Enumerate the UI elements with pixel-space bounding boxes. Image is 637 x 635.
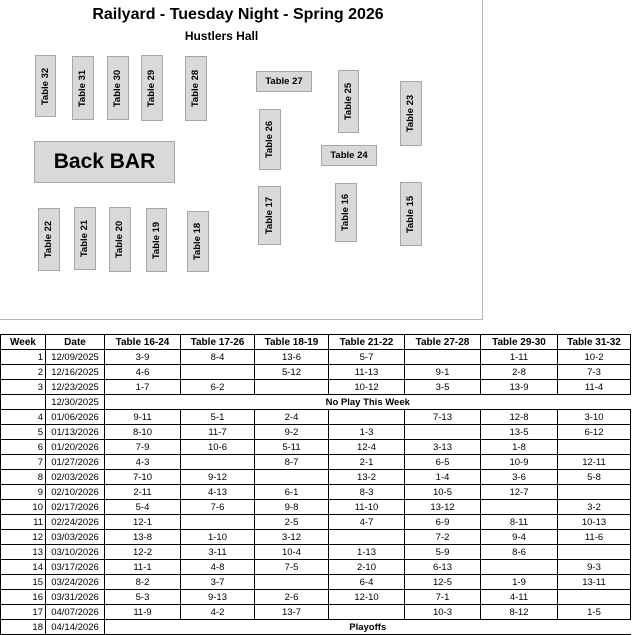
table-row: [1, 575, 631, 590]
week-cell: 14: [1, 560, 46, 575]
week-cell: 2: [1, 365, 46, 380]
matchup-cell: 10-5: [405, 485, 481, 500]
matchup-cell: 4-6: [105, 365, 181, 380]
matchup-cell: 3-6: [481, 470, 558, 485]
matchup-cell: 3-9: [105, 350, 181, 365]
date-cell: 12/16/2025: [46, 365, 105, 380]
column-header: Table 27-28: [405, 335, 481, 350]
floor-plan: [0, 0, 483, 320]
matchup-cell: 5-1: [181, 410, 255, 425]
date-cell: 02/10/2026: [46, 485, 105, 500]
matchup-cell: 6-4: [329, 575, 405, 590]
table-row: [1, 605, 631, 620]
matchup-cell: 11-9: [105, 605, 181, 620]
matchup-cell: [181, 515, 255, 530]
date-cell: 01/13/2026: [46, 425, 105, 440]
matchup-cell: 5-12: [255, 365, 329, 380]
matchup-cell: 12-2: [105, 545, 181, 560]
matchup-cell: 12-4: [329, 440, 405, 455]
matchup-cell: [481, 560, 558, 575]
table-31: Table 31: [72, 56, 94, 120]
week-cell: 9: [1, 485, 46, 500]
matchup-cell: 8-6: [481, 545, 558, 560]
table-row: [1, 365, 631, 380]
week-cell: 6: [1, 440, 46, 455]
table-20: Table 20: [109, 207, 131, 272]
table-row: [1, 470, 631, 485]
matchup-cell: 1-8: [481, 440, 558, 455]
matchup-cell: [329, 530, 405, 545]
table-29: Table 29: [141, 55, 163, 121]
week-cell: 10: [1, 500, 46, 515]
matchup-cell: 13-7: [255, 605, 329, 620]
matchup-cell: 9-12: [181, 470, 255, 485]
matchup-cell: 2-5: [255, 515, 329, 530]
matchup-cell: 8-2: [105, 575, 181, 590]
matchup-cell: 6-12: [558, 425, 631, 440]
matchup-cell: [255, 380, 329, 395]
week-cell: 7: [1, 455, 46, 470]
table-row: [1, 560, 631, 575]
matchup-cell: 1-13: [329, 545, 405, 560]
matchup-cell: 12-5: [405, 575, 481, 590]
matchup-cell: 5-7: [329, 350, 405, 365]
table-row: [1, 620, 631, 635]
week-cell: 16: [1, 590, 46, 605]
matchup-cell: 10-6: [181, 440, 255, 455]
date-cell: 01/06/2026: [46, 410, 105, 425]
week-cell: 4: [1, 410, 46, 425]
week-cell: 13: [1, 545, 46, 560]
matchup-cell: 3-10: [558, 410, 631, 425]
column-header: Date: [46, 335, 105, 350]
matchup-cell: 11-7: [181, 425, 255, 440]
matchup-cell: 5-11: [255, 440, 329, 455]
matchup-cell: 1-5: [558, 605, 631, 620]
table-26: Table 26: [259, 109, 281, 170]
matchup-cell: 3-13: [405, 440, 481, 455]
date-cell: 01/20/2026: [46, 440, 105, 455]
table-23: Table 23: [400, 81, 422, 146]
column-header: Table 21-22: [329, 335, 405, 350]
page-subtitle: Hustlers Hall: [184, 29, 259, 43]
matchup-cell: 10-4: [255, 545, 329, 560]
date-cell: 12/23/2025: [46, 380, 105, 395]
date-cell: 02/17/2026: [46, 500, 105, 515]
matchup-cell: 9-4: [481, 530, 558, 545]
matchup-cell: [558, 485, 631, 500]
week-cell: 15: [1, 575, 46, 590]
column-header: Table 16-24: [105, 335, 181, 350]
schedule-table: [0, 334, 631, 635]
schedule-header-row: [1, 335, 631, 350]
matchup-cell: 9-8: [255, 500, 329, 515]
week-cell: 8: [1, 470, 46, 485]
table-18: Table 18: [187, 211, 209, 272]
matchup-cell: 7-6: [181, 500, 255, 515]
date-cell: 03/24/2026: [46, 575, 105, 590]
matchup-cell: 2-11: [105, 485, 181, 500]
week-cell: 11: [1, 515, 46, 530]
matchup-cell: 3-5: [405, 380, 481, 395]
matchup-cell: 7-2: [405, 530, 481, 545]
matchup-cell: 6-9: [405, 515, 481, 530]
matchup-cell: 11-6: [558, 530, 631, 545]
week-cell: 3: [1, 380, 46, 395]
matchup-cell: 9-2: [255, 425, 329, 440]
matchup-cell: 12-11: [558, 455, 631, 470]
week-cell: 18: [1, 620, 46, 635]
table-row: [1, 545, 631, 560]
table-row: [1, 395, 631, 410]
matchup-cell: 13-12: [405, 500, 481, 515]
matchup-cell: 5-8: [558, 470, 631, 485]
matchup-cell: [405, 425, 481, 440]
matchup-cell: 2-4: [255, 410, 329, 425]
matchup-cell: 12-8: [481, 410, 558, 425]
table-row: [1, 485, 631, 500]
matchup-cell: 4-13: [181, 485, 255, 500]
matchup-cell: 13-6: [255, 350, 329, 365]
matchup-cell: 5-3: [105, 590, 181, 605]
week-cell: [1, 395, 46, 410]
matchup-cell: 3-11: [181, 545, 255, 560]
matchup-cell: 8-12: [481, 605, 558, 620]
date-cell: 02/03/2026: [46, 470, 105, 485]
matchup-cell: 4-11: [481, 590, 558, 605]
row-note: Playoffs: [105, 620, 631, 635]
table-22: Table 22: [38, 208, 60, 271]
matchup-cell: 12-7: [481, 485, 558, 500]
matchup-cell: 4-3: [105, 455, 181, 470]
column-header: Table 31-32: [558, 335, 631, 350]
matchup-cell: 13-2: [329, 470, 405, 485]
column-header: Table 18-19: [255, 335, 329, 350]
matchup-cell: 2-8: [481, 365, 558, 380]
table-30: Table 30: [107, 56, 129, 120]
matchup-cell: 2-10: [329, 560, 405, 575]
matchup-cell: [329, 605, 405, 620]
column-header: Week: [1, 335, 46, 350]
week-cell: 1: [1, 350, 46, 365]
column-header: Table 29-30: [481, 335, 558, 350]
table-28: Table 28: [185, 56, 207, 121]
week-cell: 12: [1, 530, 46, 545]
matchup-cell: [255, 575, 329, 590]
table-row: [1, 410, 631, 425]
date-cell: 12/30/2025: [46, 395, 105, 410]
matchup-cell: 2-6: [255, 590, 329, 605]
matchup-cell: 8-4: [181, 350, 255, 365]
matchup-cell: [181, 365, 255, 380]
matchup-cell: 12-10: [329, 590, 405, 605]
matchup-cell: [558, 545, 631, 560]
matchup-cell: 1-7: [105, 380, 181, 395]
week-cell: 5: [1, 425, 46, 440]
matchup-cell: [405, 350, 481, 365]
date-cell: 01/27/2026: [46, 455, 105, 470]
matchup-cell: 1-4: [405, 470, 481, 485]
matchup-cell: 3-12: [255, 530, 329, 545]
table-25: Table 25: [338, 70, 359, 133]
table-21: Table 21: [74, 207, 96, 270]
matchup-cell: 9-3: [558, 560, 631, 575]
matchup-cell: 7-3: [558, 365, 631, 380]
matchup-cell: 10-3: [405, 605, 481, 620]
matchup-cell: [255, 470, 329, 485]
matchup-cell: 8-3: [329, 485, 405, 500]
matchup-cell: [329, 410, 405, 425]
matchup-cell: 10-13: [558, 515, 631, 530]
matchup-cell: 1-9: [481, 575, 558, 590]
matchup-cell: 7-13: [405, 410, 481, 425]
table-19: Table 19: [146, 208, 167, 272]
matchup-cell: 5-4: [105, 500, 181, 515]
matchup-cell: 5-9: [405, 545, 481, 560]
matchup-cell: 9-13: [181, 590, 255, 605]
matchup-cell: 10-12: [329, 380, 405, 395]
matchup-cell: 8-11: [481, 515, 558, 530]
matchup-cell: 7-5: [255, 560, 329, 575]
table-row: [1, 440, 631, 455]
table-15: Table 15: [400, 182, 422, 246]
matchup-cell: 13-5: [481, 425, 558, 440]
date-cell: 02/24/2026: [46, 515, 105, 530]
matchup-cell: 8-10: [105, 425, 181, 440]
matchup-cell: 11-4: [558, 380, 631, 395]
matchup-cell: 11-13: [329, 365, 405, 380]
matchup-cell: 2-1: [329, 455, 405, 470]
matchup-cell: [181, 455, 255, 470]
table-27: Table 27: [256, 71, 312, 92]
matchup-cell: 6-13: [405, 560, 481, 575]
matchup-cell: 13-11: [558, 575, 631, 590]
matchup-cell: 3-2: [558, 500, 631, 515]
matchup-cell: 7-9: [105, 440, 181, 455]
back-bar-label: Back BAR: [53, 150, 156, 173]
matchup-cell: 4-2: [181, 605, 255, 620]
date-cell: 03/10/2026: [46, 545, 105, 560]
matchup-cell: 6-5: [405, 455, 481, 470]
matchup-cell: 1-3: [329, 425, 405, 440]
matchup-cell: 11-1: [105, 560, 181, 575]
table-row: [1, 530, 631, 545]
matchup-cell: 3-7: [181, 575, 255, 590]
matchup-cell: 10-9: [481, 455, 558, 470]
matchup-cell: 4-7: [329, 515, 405, 530]
matchup-cell: 7-10: [105, 470, 181, 485]
table-row: [1, 590, 631, 605]
matchup-cell: 1-11: [481, 350, 558, 365]
date-cell: 04/14/2026: [46, 620, 105, 635]
table-row: [1, 350, 631, 365]
matchup-cell: 8-7: [255, 455, 329, 470]
table-17: Table 17: [258, 186, 281, 245]
table-row: [1, 455, 631, 470]
matchup-cell: 13-9: [481, 380, 558, 395]
date-cell: 03/17/2026: [46, 560, 105, 575]
matchup-cell: 11-10: [329, 500, 405, 515]
matchup-cell: [558, 440, 631, 455]
matchup-cell: 12-1: [105, 515, 181, 530]
matchup-cell: 4-8: [181, 560, 255, 575]
matchup-cell: 9-1: [405, 365, 481, 380]
table-row: [1, 515, 631, 530]
date-cell: 03/31/2026: [46, 590, 105, 605]
matchup-cell: 9-11: [105, 410, 181, 425]
matchup-cell: 10-2: [558, 350, 631, 365]
table-row: [1, 500, 631, 515]
table-row: [1, 425, 631, 440]
week-cell: 17: [1, 605, 46, 620]
date-cell: 03/03/2026: [46, 530, 105, 545]
matchup-cell: 6-2: [181, 380, 255, 395]
matchup-cell: [481, 500, 558, 515]
date-cell: 12/09/2025: [46, 350, 105, 365]
matchup-cell: 13-8: [105, 530, 181, 545]
row-note: No Play This Week: [105, 395, 631, 410]
matchup-cell: 7-1: [405, 590, 481, 605]
page-title: Railyard - Tuesday Night - Spring 2026: [92, 6, 384, 23]
matchup-cell: 1-10: [181, 530, 255, 545]
matchup-cell: 6-1: [255, 485, 329, 500]
table-16: Table 16: [335, 183, 357, 242]
matchup-cell: [558, 590, 631, 605]
date-cell: 04/07/2026: [46, 605, 105, 620]
back-bar: [34, 141, 175, 183]
table-32: Table 32: [35, 55, 56, 117]
column-header: Table 17-26: [181, 335, 255, 350]
table-24: Table 24: [321, 145, 377, 166]
table-row: [1, 380, 631, 395]
